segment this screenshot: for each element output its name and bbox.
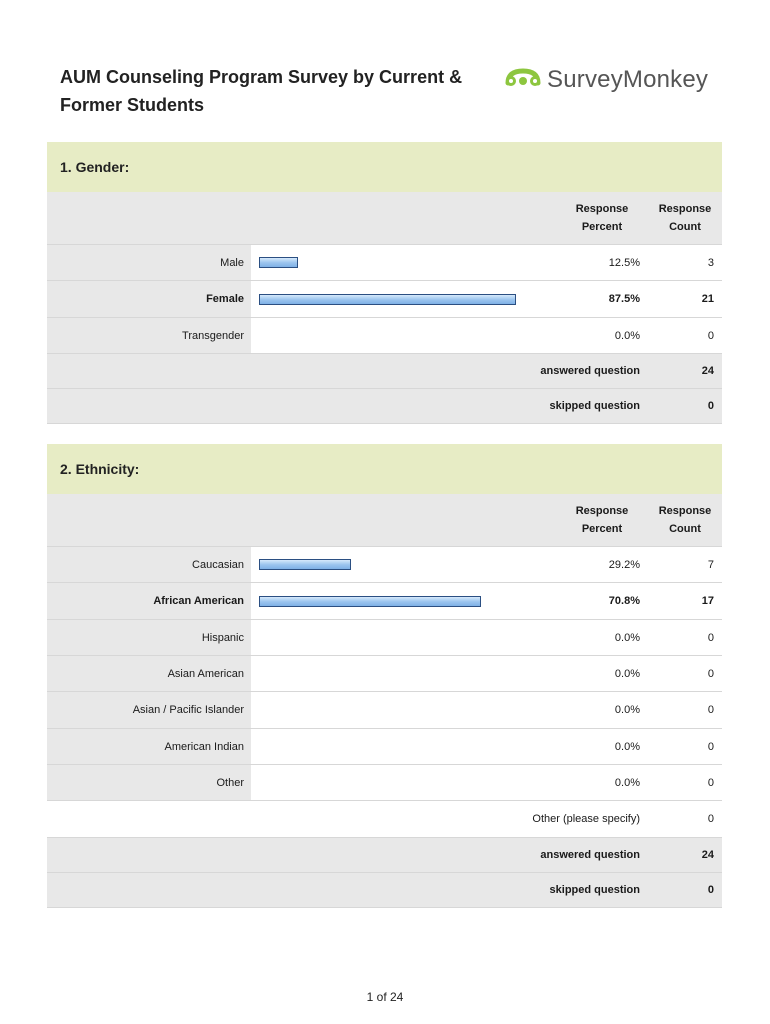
other-specify-row [47, 801, 722, 838]
bar-cell [251, 245, 516, 280]
surveymonkey-logo [505, 63, 708, 97]
response-percent: 0.0% [614, 776, 640, 789]
answered-row [47, 838, 722, 873]
answered-row [47, 354, 722, 389]
skipped-row [47, 873, 722, 908]
response-count: 0 [707, 704, 714, 716]
option-label: Other [47, 765, 251, 800]
table-row [47, 656, 722, 692]
response-count: 7 [707, 558, 714, 571]
column-header-row [47, 494, 722, 547]
response-percent: 0.0% [614, 740, 640, 753]
monkey-icon [505, 65, 541, 96]
bar-cell [251, 692, 516, 728]
answered-count: 24 [701, 849, 714, 861]
response-count: 0 [707, 776, 714, 789]
response-bar [259, 257, 298, 268]
answered-count: 24 [701, 365, 714, 377]
bar-cell [251, 620, 516, 655]
response-count: 17 [701, 595, 714, 607]
response-bar [259, 559, 351, 570]
bar-cell [251, 765, 516, 800]
response-bar [259, 596, 481, 607]
question-heading: 1. Gender: [47, 142, 722, 192]
column-header-row [47, 192, 722, 245]
option-label: Female [47, 281, 251, 317]
question-1-table [47, 142, 722, 424]
response-percent: 29.2% [608, 558, 640, 571]
response-bar [259, 294, 516, 305]
option-label: Asian / Pacific Islander [47, 692, 251, 728]
logo-wordmark: SurveyMonkey [547, 66, 709, 93]
response-count: 3 [707, 256, 714, 269]
table-row [47, 281, 722, 318]
skipped-label: skipped question [549, 400, 640, 412]
response-count-header: Response Count [658, 203, 712, 233]
other-specify-count: 0 [707, 813, 714, 825]
table-row [47, 692, 722, 729]
skipped-count: 0 [707, 884, 714, 896]
answered-label: answered question [540, 849, 640, 861]
table-row [47, 547, 722, 583]
response-count: 0 [707, 667, 714, 680]
skipped-count: 0 [707, 400, 714, 412]
response-count: 0 [707, 740, 714, 753]
question-heading: 2. Ethnicity: [47, 444, 722, 494]
response-percent: 0.0% [614, 704, 640, 716]
skipped-label: skipped question [549, 884, 640, 896]
bar-cell [251, 729, 516, 764]
table-row [47, 729, 722, 765]
question-2-table [47, 444, 722, 908]
bar-cell [251, 318, 516, 353]
option-label: Male [47, 245, 251, 280]
response-percent-header: Response Percent [575, 505, 629, 535]
response-percent: 87.5% [608, 293, 640, 305]
response-percent: 0.0% [614, 631, 640, 644]
answered-label: answered question [540, 365, 640, 377]
option-label: African American [47, 583, 251, 619]
option-label: Asian American [47, 656, 251, 691]
table-row [47, 583, 722, 620]
bar-cell [251, 281, 516, 317]
skipped-row [47, 389, 722, 424]
response-count-header: Response Count [658, 505, 712, 535]
response-percent-header: Response Percent [575, 203, 629, 233]
table-row [47, 620, 722, 656]
table-row [47, 318, 722, 354]
response-percent: 12.5% [608, 256, 640, 269]
response-count: 0 [707, 329, 714, 342]
response-percent: 0.0% [614, 667, 640, 680]
bar-cell [251, 656, 516, 691]
response-count: 21 [701, 293, 714, 305]
page-number: 1 of 24 [366, 990, 404, 1004]
option-label: Transgender [47, 318, 251, 353]
response-count: 0 [707, 631, 714, 644]
option-label: Hispanic [47, 620, 251, 655]
option-label: American Indian [47, 729, 251, 764]
bar-cell [251, 547, 516, 582]
response-percent: 0.0% [614, 329, 640, 342]
bar-cell [251, 583, 516, 619]
other-specify-label: Other (please specify) [532, 813, 640, 825]
option-label: Caucasian [47, 547, 251, 582]
page-title: AUM Counseling Program Survey by Current & Former Students [60, 67, 463, 115]
table-row [47, 765, 722, 801]
table-row [47, 245, 722, 281]
response-percent: 70.8% [608, 595, 640, 607]
